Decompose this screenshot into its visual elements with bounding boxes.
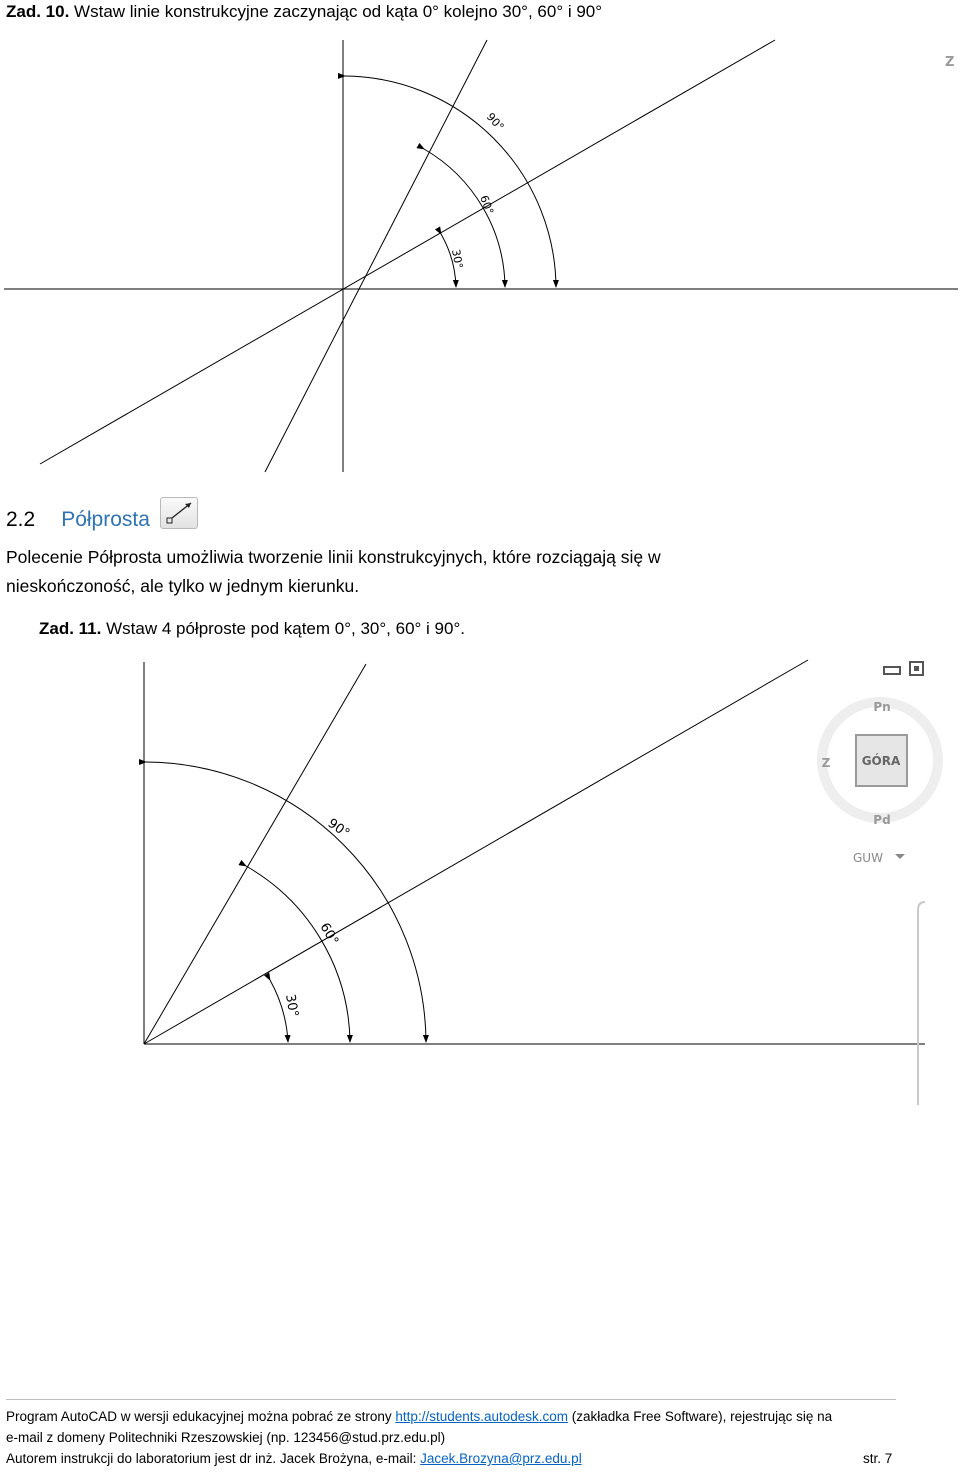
viewcube-north[interactable]: Pn: [873, 700, 891, 714]
task-11-text: Wstaw 4 półproste pod kątem 0°, 30°, 60° i 90°.: [106, 619, 465, 638]
viewcube-west[interactable]: Z: [821, 756, 831, 770]
viewcube[interactable]: [822, 662, 938, 865]
ray-tool-icon: [160, 497, 198, 529]
angle-label-30: 30°: [282, 993, 301, 1019]
paragraph-line-1: Polecenie Półprosta umożliwia tworzenie linii konstrukcyjnych, które rozciągają się w: [6, 547, 661, 567]
section-paragraph: [6, 543, 946, 601]
minimize-icon[interactable]: [884, 667, 900, 674]
footer-text: (zakładka Free Software), rejestrując się na: [568, 1409, 833, 1424]
angle-label-90: 90°: [483, 110, 507, 134]
paragraph-line-2: nieskończoność, ale tylko w jednym kierunku.: [6, 576, 360, 596]
footer-rule: [6, 1399, 896, 1400]
xline-30deg: [40, 40, 775, 464]
footer-text: e-mail z domeny Politechniki Rzeszowskiej (np. 123456@stud.prz.edu.pl): [6, 1430, 446, 1445]
author-email-link[interactable]: Jacek.Brozyna@prz.edu.pl: [420, 1451, 582, 1466]
viewcube-south[interactable]: Pd: [873, 813, 891, 827]
ucs-dropdown-icon[interactable]: [895, 854, 905, 859]
section-title: Półprosta: [61, 508, 150, 531]
ucs-menu-label[interactable]: GUW: [853, 851, 883, 865]
task-11-heading: [39, 619, 465, 639]
ray-30deg: [144, 660, 808, 1044]
angle-label-30: 30°: [449, 248, 466, 270]
footer-line-2: [6, 1430, 445, 1445]
footer-text: Program AutoCAD w wersji edukacyjnej można pobrać ze strony: [6, 1409, 396, 1424]
autodesk-link[interactable]: http://students.autodesk.com: [395, 1409, 569, 1424]
angle-label-90: 90°: [324, 815, 353, 842]
angle-label-60: 60°: [316, 920, 342, 948]
task-11-label: Zad. 11.: [39, 619, 102, 638]
task-10-label: Zad. 10.: [6, 2, 70, 21]
ray-60deg: [144, 664, 366, 1044]
section-number: 2.2: [6, 508, 36, 531]
viewcube-side-label[interactable]: Z: [945, 55, 955, 70]
page-number: str. 7: [863, 1451, 893, 1466]
task-10-text: Wstaw linie konstrukcyjne zaczynając od kąta 0° kolejno 30°, 60° i 90°: [74, 2, 603, 21]
section-heading: [6, 508, 198, 532]
navigation-bar-edge[interactable]: [918, 902, 925, 1105]
angle-label-60: 60°: [477, 193, 497, 217]
footer-line-1: [6, 1409, 832, 1424]
footer-text: Autorem instrukcji do laboratorium jest dr inż. Jacek Brożyna, e-mail:: [6, 1451, 421, 1466]
footer-line-3: [6, 1451, 906, 1466]
rays-drawing: [0, 650, 960, 1120]
construction-lines-drawing: [0, 0, 960, 480]
viewcube-top-face-label: GÓRA: [861, 754, 901, 768]
